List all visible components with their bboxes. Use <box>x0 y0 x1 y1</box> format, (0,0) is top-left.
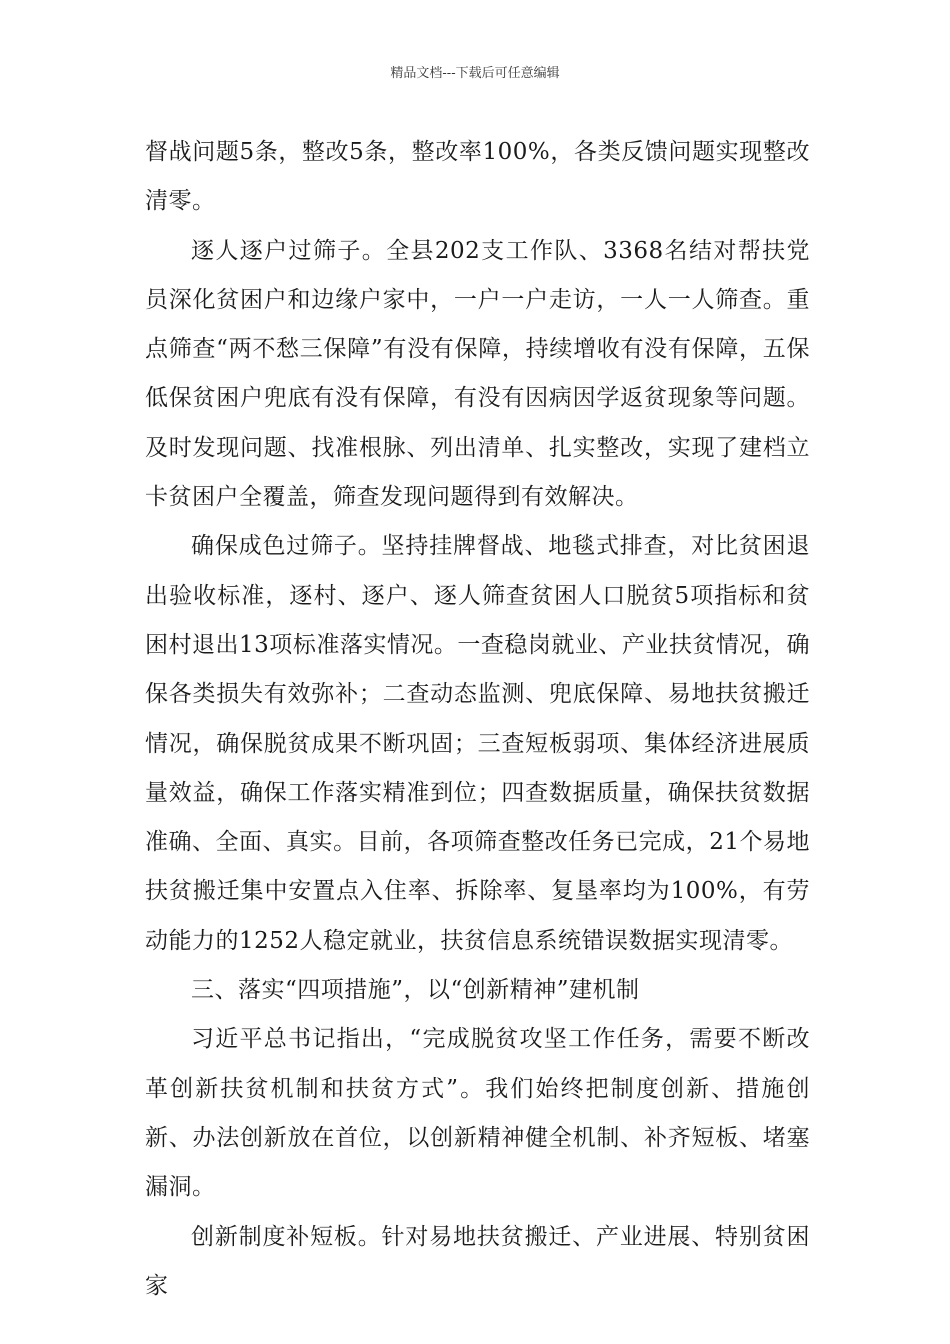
page-header: 精品文档---下载后可任意编辑 <box>390 66 560 81</box>
paragraph-continuation: 督战问题5条，整改5条，整改率100%，各类反馈问题实现整改清零。 <box>145 139 810 215</box>
paragraph-screening-households: 逐人逐户过筛子。全县202支工作队、3368名结对帮扶党员深化贫困户和边缘户家中，一户一户走访，一人一人筛查。重点筛查“两不愁三保障”有没有保障，持续增收有没有保障，五保低保贫困户兜底有没有保障，有没有因病因学返贫现象等问题。及时发现问题、找准根脉、列出清单、扎实整改，实现了建档立卡贫困户全覆盖，筛查发现问题得到有效解决。 <box>145 237 810 511</box>
paragraph-quality-screening: 确保成色过筛子。坚持挂牌督战、地毯式排查，对比贫困退出验收标准，逐村、逐户、逐人筛查贫困人口脱贫5项指标和贫困村退出13项标准落实情况。一查稳岗就业、产业扶贫情况，确保各类损失有效弥补；二查动态监测、兜底保障、易地扶贫搬迁情况，确保脱贫成果不断巩固；三查短板弱项、集体经济进展质量效益，确保工作落实精准到位；四查数据质量，确保扶贫数据准确、全面、真实。目前，各项筛查整改任务已完成，21个易地扶贫搬迁集中安置点入住率、拆除率、复垦率均为100%，有劳动能力的1252人稳定就业，扶贫信息系统错误数据实现清零。 <box>145 533 810 954</box>
section-heading-three: 三、落实“四项措施”，以“创新精神”建机制 <box>191 977 640 1004</box>
document-body <box>145 128 810 1311</box>
paragraph-innovation-system: 创新制度补短板。针对易地扶贫搬迁、产业进展、特别贫困家 <box>145 1223 810 1299</box>
paragraph-innovation-quote: 习近平总书记指出，“完成脱贫攻坚工作任务，需要不断改革创新扶贫机制和扶贫方式”。我们始终把制度创新、措施创新、办法创新放在首位，以创新精神健全机制、补齐短板、堵塞漏洞。 <box>145 1026 810 1201</box>
